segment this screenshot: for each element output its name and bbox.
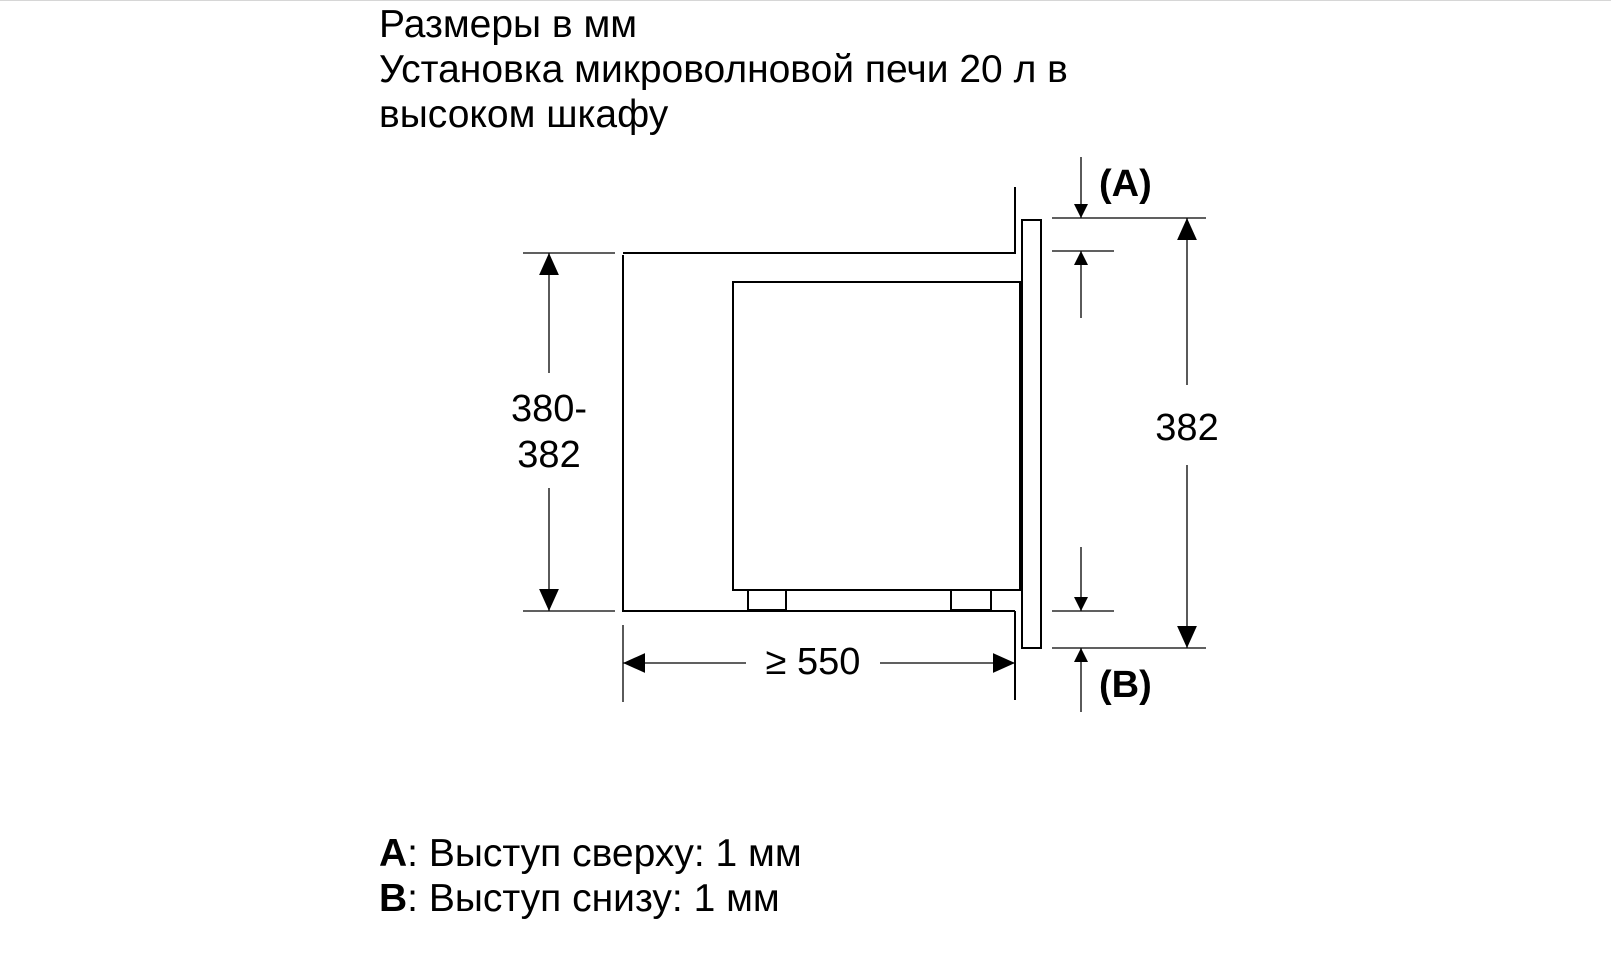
legend-text-b: : Выступ снизу: 1 мм	[407, 877, 780, 920]
legend-text-a: : Выступ сверху: 1 мм	[407, 832, 802, 875]
microwave-body	[733, 282, 1020, 610]
legend-row-b	[379, 876, 802, 921]
front-panel	[1022, 220, 1041, 648]
marker-b-label: (B)	[1099, 664, 1152, 706]
height-left-label-line2: 382	[517, 434, 581, 476]
extension-lines	[523, 218, 1206, 702]
depth-label: ≥ 550	[765, 641, 861, 683]
cabinet-niche-outline	[623, 187, 1015, 700]
legend-row-a	[379, 831, 802, 876]
marker-a-label: (A)	[1099, 163, 1152, 205]
title-line-3: высоком шкафу	[379, 93, 669, 136]
legend	[379, 831, 802, 921]
legend-key-a: A	[379, 832, 408, 875]
title-line-2: Установка микроволновой печи 20 л в	[379, 48, 1068, 91]
legend-key-b: B	[379, 877, 408, 920]
title-line-1: Размеры в мм	[379, 3, 638, 46]
height-left-label-line1: 380-	[510, 388, 588, 430]
height-right-label: 382	[1155, 407, 1219, 449]
